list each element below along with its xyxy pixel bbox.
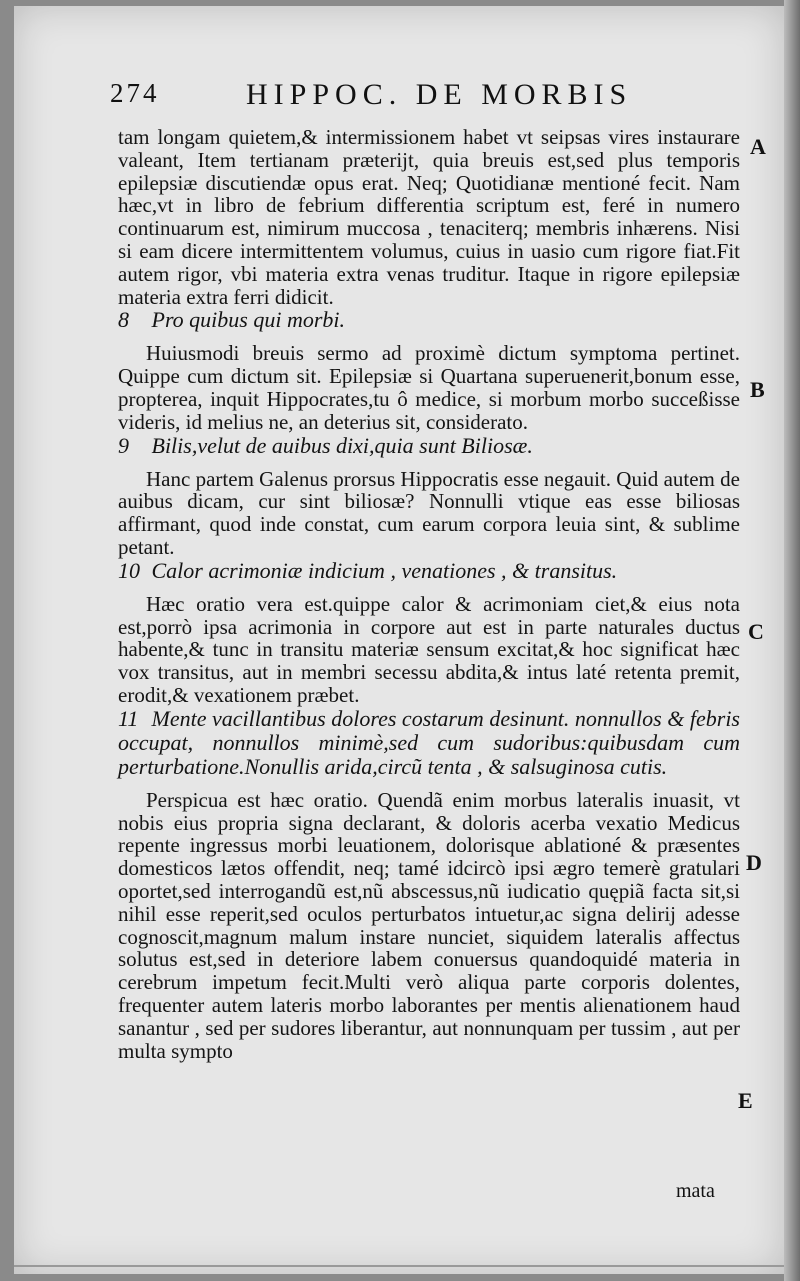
catchword: mata xyxy=(676,1180,715,1202)
aphorism-text: Bilis,velut de auibus dixi,quia sunt Biliosæ. xyxy=(151,432,533,458)
aphorism-10 xyxy=(118,559,740,583)
margin-letter-c: C xyxy=(748,619,764,644)
margin-letter-d: D xyxy=(746,850,762,875)
running-head xyxy=(110,76,670,120)
aphorism-number: 11 xyxy=(118,705,139,731)
paragraph: Hanc partem Galenus prorsus Hippocratis esse negauit. Quid autem de auibus dicam, cur sint biliosæ? Nonnulli vtique eas esse biliosas affirmant, quod inde constat, cum earum corpora leuia sint, & sublime petant. xyxy=(118,466,740,559)
aphorism-9 xyxy=(118,434,740,458)
aphorism-number: 9 xyxy=(118,432,129,458)
margin-letter-b: B xyxy=(750,377,765,402)
body-text xyxy=(118,126,740,1062)
paragraph: Perspicua est hæc oratio. Quendã enim morbus lateralis inuasit, vt nobis eius propria signa declarant, & doloris acerba vexatio Medicus repente ingressus morbi leuationem, dolorisque ablationé & præsentes domesticos lætos offendit, neq; tamé idcircò ipsi ægro temerè gratulari oportet,sed interrogandũ est,nũ abscessus,nũ iudicatio quępiã facta sit,si nihil esse reperit,sed oculos perturbatos intuetur,ac signa delirij adesse cognoscit,magnum malum instare nunciet, siquidem lateralis affectus solutus est,sed in deteriore labem conuersus quandoquidé materia in cerebrum impetum fecit.Multi verò aliqua parte corporis dolentes, frequenter autem lateris morbo laborantes per mentis alienationem haud sanantur , sed per sudores liberantur, aut nonnunquam per tussim , aut per multa sympto xyxy=(118,787,740,1063)
margin-letter-a: A xyxy=(750,134,766,159)
paragraph: tam longam quietem,& intermissionem habet vt seipsas vires instaurare valeant, Item tertianam præterijt, quia breuis est,sed plus temporis epilepsiæ discutiendæ opus erat. Neq; Quotidianæ mentioné fecit. Nam hæc,vt in libro de febrium differentia scriptum est, feré in numero continuarum est, nimirum muccosa , tenaciterq; membris inhærens. Nisi si eam dicere intermittentem volumus, cuius in uasio cum rigore fiat.Fit autem rigor, vbi materia extra venas truditur. Itaque in rigore epilepsiæ materia extra ferri didicit. xyxy=(118,125,740,309)
aphorism-8 xyxy=(118,308,740,332)
aphorism-number: 10 xyxy=(118,557,140,583)
aphorism-text: Pro quibus qui morbi. xyxy=(151,307,346,333)
page-edge xyxy=(14,1265,784,1267)
aphorism-text: Calor acrimoniæ indicium , venationes , & transitus. xyxy=(151,557,618,583)
aphorism-number: 8 xyxy=(118,307,129,333)
aphorism-text: Mente vacillantibus dolores costarum desinunt. nonnullos & febris occupat, nonnullos minimè,sed cum sudoribus:quibusdam cum perturbatione.Nonullis arida,circũ tenta , & salsuginosa cutis. xyxy=(118,705,740,779)
paragraph: Hæc oratio vera est.quippe calor & acrimoniam ciet,& eius nota est,porrò ipsa acrimonia in corpore aut est in parte naturales ductus habente,& tunc in transitu materiæ sensum excitat,& hoc significat hæc vox transitus, aut in membri secessu abdita,& intus laté retenta premit, erodit,& vexationem præbet. xyxy=(118,591,740,707)
margin-letter-e: E xyxy=(738,1088,753,1113)
running-title: HIPPOC. DE MORBIS xyxy=(246,78,633,111)
page-gutter xyxy=(784,0,800,1281)
paragraph: Huiusmodi breuis sermo ad proximè dictum symptoma pertinet. Quippe cum dictum sit. Epilepsiæ si Quartana superuenerit,bonum esse, propterea, inquit Hippocrates,tu ô medice, si morbum morbo succeßisse videris, id melius ne, an deterius sit, considerato. xyxy=(118,341,740,434)
aphorism-11 xyxy=(118,707,740,779)
page-number: 274 xyxy=(110,78,160,108)
